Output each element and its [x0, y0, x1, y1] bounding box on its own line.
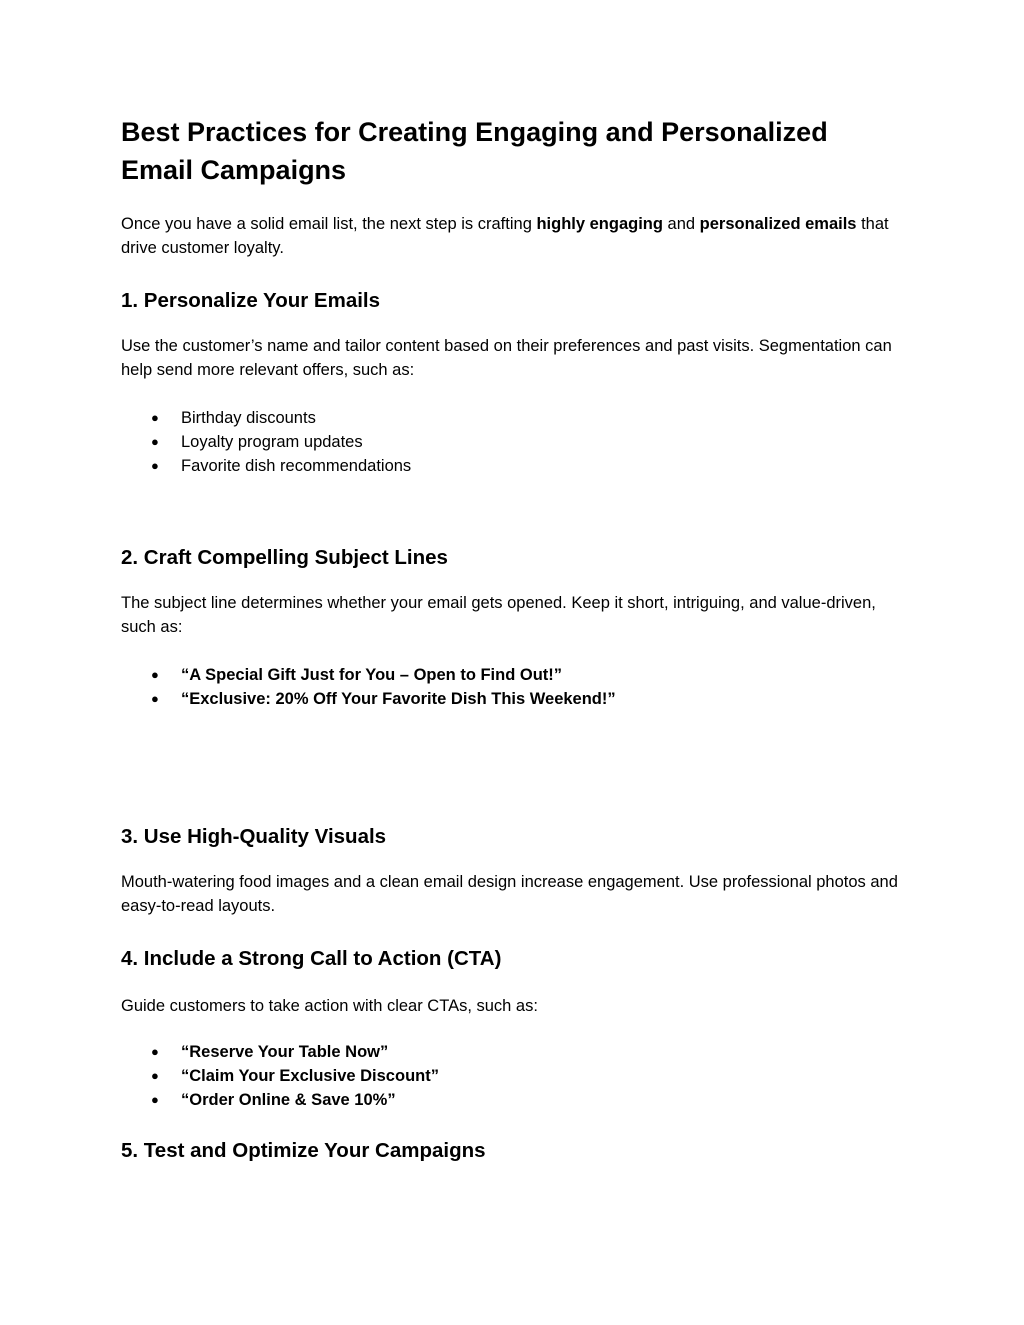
- bullet-icon: ●: [151, 410, 159, 425]
- section-body: Mouth-watering food images and a clean email design increase engagement. Use professional photos and easy-to-read layouts.: [121, 873, 898, 915]
- intro-emphasis: highly engaging: [536, 215, 663, 233]
- list-item-text: Birthday discounts: [181, 409, 316, 427]
- intro-emphasis: personalized emails: [699, 215, 857, 233]
- bullet-icon: ●: [151, 1092, 159, 1107]
- section-heading: 3. Use High-Quality Visuals: [121, 825, 387, 848]
- list-item-text: “Order Online & Save 10%”: [181, 1091, 396, 1109]
- list-item-text: Favorite dish recommendations: [181, 457, 412, 475]
- intro-text: and: [662, 215, 700, 233]
- section-body: Use the customer’s name and tailor content based on their preferences and past visits. Segmentation can help send more relevant offers, such as:: [121, 337, 892, 379]
- section-heading: 4. Include a Strong Call to Action (CTA): [121, 947, 502, 970]
- bullet-icon: ●: [151, 1068, 159, 1083]
- section-body: The subject line determines whether your email gets opened. Keep it short, intriguing, and value-driven, such as:: [121, 594, 876, 636]
- intro-paragraph: [121, 212, 911, 260]
- section-heading: 2. Craft Compelling Subject Lines: [121, 546, 448, 569]
- bullet-icon: ●: [151, 434, 159, 449]
- list-item-text: Loyalty program updates: [181, 433, 363, 451]
- page-title: Best Practices for Creating Engaging and Personalized Email Campaigns: [121, 117, 828, 185]
- bullet-icon: ●: [151, 667, 159, 682]
- intro-text: that drive customer loyalty.: [121, 215, 889, 257]
- section-heading: 5. Test and Optimize Your Campaigns: [121, 1139, 486, 1162]
- list-item-text: “A Special Gift Just for You – Open to Find Out!”: [181, 666, 563, 684]
- bullet-icon: ●: [151, 691, 159, 706]
- bullet-icon: ●: [151, 1044, 159, 1059]
- section-heading: 1. Personalize Your Emails: [121, 289, 381, 312]
- bullet-icon: ●: [151, 458, 159, 473]
- list-item-text: “Exclusive: 20% Off Your Favorite Dish This Weekend!”: [181, 690, 616, 708]
- intro-text: Once you have a solid email list, the next step is crafting: [121, 215, 537, 233]
- section-body: Guide customers to take action with clear CTAs, such as:: [121, 997, 538, 1015]
- list-item-text: “Reserve Your Table Now”: [181, 1043, 389, 1061]
- list-item-text: “Claim Your Exclusive Discount”: [181, 1067, 439, 1085]
